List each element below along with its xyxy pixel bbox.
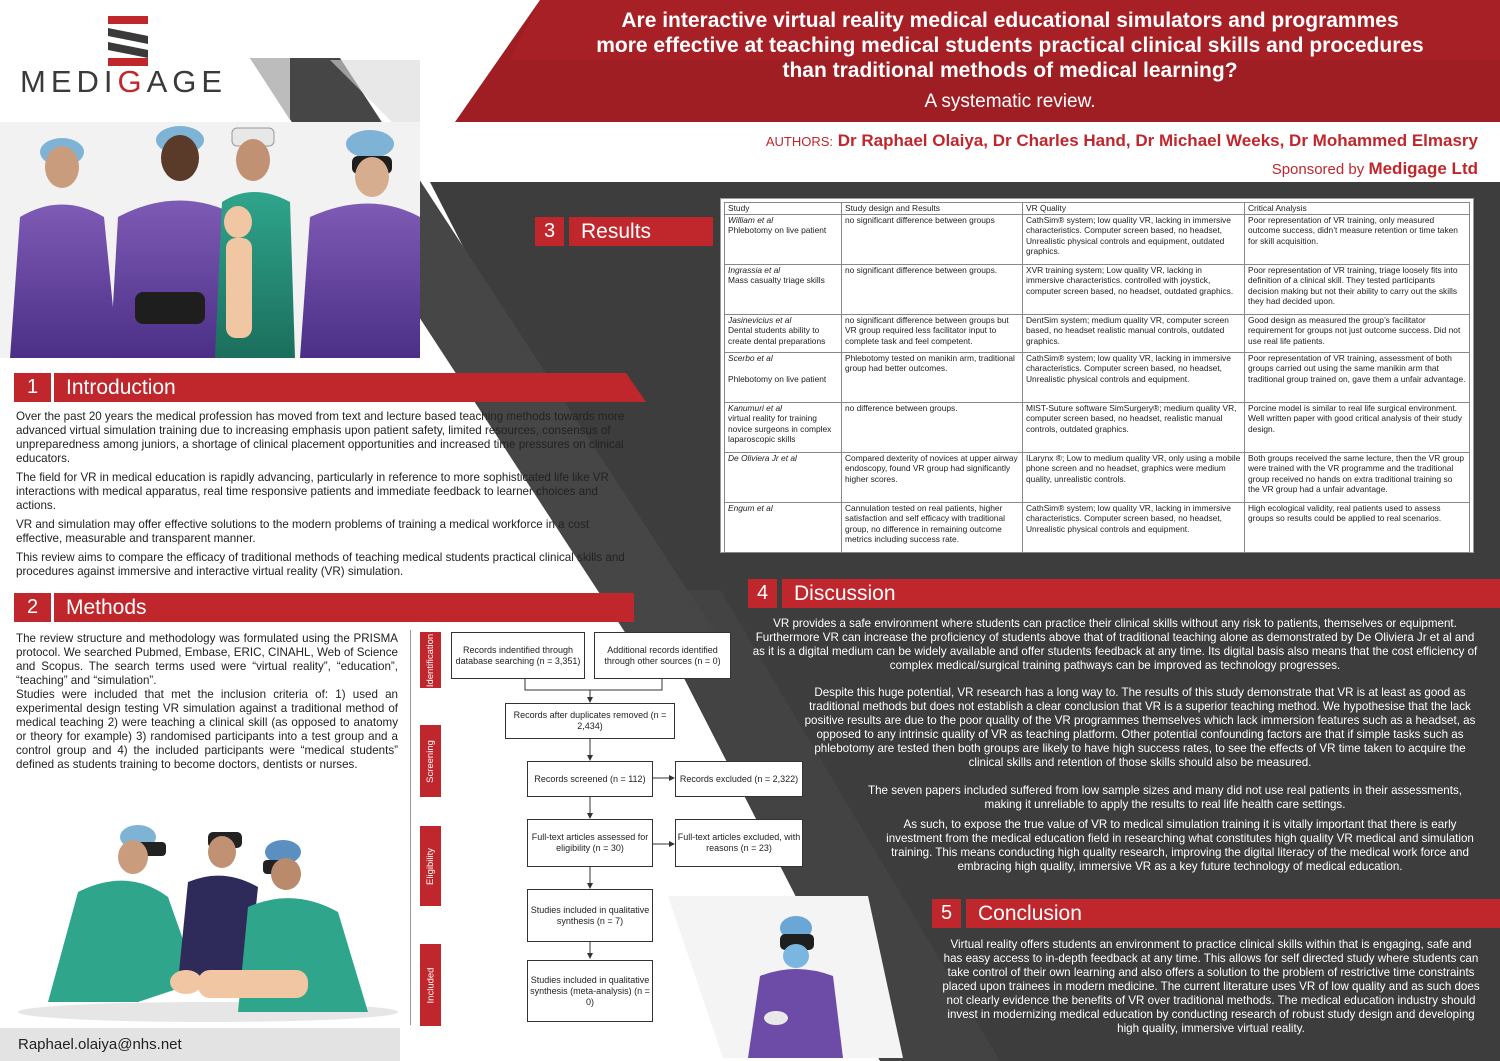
table-cell-design: no significant difference between groups. (842, 264, 1023, 314)
medigage-logo-text: MEDIGAGE (20, 64, 228, 99)
prisma-stage-eligibility: Eligibility (420, 826, 441, 906)
clinicians-with-vr-headsets-photo (0, 122, 420, 358)
table-row (725, 502, 1470, 552)
table-cell-vr: MIST-Suture software SimSurgery®; medium quality VR, computer screen based, no headset, realistic manual controls, outdated graphics. (1023, 402, 1245, 452)
table-cell-study: Scerbo et al Phlebotomy on live patient (725, 352, 842, 402)
table-cell-design: Phlebotomy tested on manikin arm, traditional group had better outcomes. (842, 352, 1023, 402)
table-header-critical-analysis: Critical Analysis (1245, 203, 1470, 215)
table-header-design: Study design and Results (842, 203, 1023, 215)
resuscitation-training-vr-photo (8, 812, 408, 1022)
methods-section-number: 2 (14, 593, 51, 622)
table-cell-analysis: Both groups received the same lecture, then the VR group were trained with the VR programme and the traditional group received no hands on extra traditional training so the VR group had a unfair advantage. (1245, 452, 1470, 502)
table-cell-study: Ingrassia et al Mass casualty triage skills (725, 264, 842, 314)
table-cell-vr: CathSim® system; low quality VR, lacking in immersive characteristics. Computer screen based, no headset, Unrealistic physical controls and equipment. (1023, 352, 1245, 402)
prisma-box-excluded: Records excluded (n = 2,322) (675, 761, 803, 797)
prisma-stage-included: Included (420, 944, 441, 1026)
table-cell-vr: XVR training system; Low quality VR, lacking in immersive characteristics. controlled with joystick, computer screen based, no headset, outdated graphics. (1023, 264, 1245, 314)
table-header-study: Study (725, 203, 842, 215)
table-cell-design: no significant difference between groups (842, 214, 1023, 264)
methods-text: The review structure and methodology was formulated using the PRISMA protocol. We searched Pubmed, Embase, ERIC, CINAHL, Web of Science and Scopus. The search terms used were “virtual reality”, “education”, “teaching” and “simulation”. Studies were included that met the inclusion criteria of: 1) used an experimental design testing VR simulation against a traditional method of medical teaching 2) were teaching a clinical skill (as opposed to anatomy or theory for example) 3) randomised participants into a test group and a control group and 4) the included participants were “medical students” defined as students training to become doctors, dentists or nurses. (16, 632, 398, 771)
table-row (725, 352, 1470, 402)
table-row (725, 214, 1470, 264)
table-cell-analysis: Poor representation of VR training, assessment of both groups carried out using the same manikin arm that traditional group trained on, gave them a unfair advantage. (1245, 352, 1470, 402)
introduction-text: Over the past 20 years the medical profession has moved from text and lecture based teaching methods towards more advanced virtual simulation training due to increasing emphasis upon patient safety, limited resources, consensus of unpreparedness among juniors, a shortage of clinical placement opportunities and increased time pressures on clinical educators. The field for VR in medical education is rapidly advancing, particularly in reference to more sophisticated life like VR interactions with medical apparatus, real time responsive patients and immediate feedback to learner choices and actions. VR and simulation may offer effective solutions to the modern problems of training a medical workforce in a cost effective, measurable and transparent manner. This review aims to compare the efficacy of traditional methods of teaching medical students practical clinical skills and procedures against immersive and interactive virtual reality (VR) simulation. (16, 410, 625, 578)
discussion-text-3: The seven papers included suffered from low sample sizes and many did not use real patients in their assessments, making it unreliable to apply the results to real life health care settings. (868, 784, 1462, 811)
table-cell-study: William et al Phlebotomy on live patient (725, 214, 842, 264)
authors-line: AUTHORS: Dr Raphael Olaiya, Dr Charles Hand, Dr Michael Weeks, Dr Mohammed Elmasry (765, 131, 1478, 150)
conclusion-section-number: 5 (932, 899, 961, 928)
prisma-box-fulltext-excluded: Full-text articles excluded, with reasons (n = 23) (675, 819, 803, 867)
prisma-box-meta-analysis: Studies included in qualitative synthesis (meta-analysis) (n = 0) (527, 960, 653, 1022)
table-cell-design: Cannulation tested on real patients, higher satisfaction and self efficacy with traditional group, no difference in remaining outcome metrics including success rate. (842, 502, 1023, 552)
discussion-text-4: As such, to expose the true value of VR to medical simulation training it is vitally important that there is early investment from the medical education field in researching what constitutes high quality VR medical and simulation training. This means conducting high quality research, improving the digital literacy of the medical work force and embracing high quality, immersive VR as a key future technology of medical education. (886, 818, 1474, 873)
table-cell-analysis: Good design as measured the group’s facilitator requirement for groups not just outcome success. Did not use real life patients. (1245, 314, 1470, 352)
contact-email[interactable]: Raphael.olaiya@nhs.net (0, 1028, 400, 1061)
conclusion-section-title: Conclusion (966, 899, 1500, 928)
poster-subtitle: A systematic review. (924, 91, 1096, 112)
prisma-box-fulltext: Full-text articles assessed for eligibility (n = 30) (527, 819, 653, 867)
table-row (725, 314, 1470, 352)
table-cell-vr: CathSim® system; low quality VR, lacking in immersive characteristics. Computer screen based, no headset, Unrealistic physical controls and equipment. (1023, 502, 1245, 552)
table-cell-vr: ILarynx ®; Low to medium quality VR, only using a mobile phone screen and no headset, graphics were medium quality, unrealistic controls. (1023, 452, 1245, 502)
table-cell-analysis: Poor representation of VR training, only measured outcome success, didn’t measure retention or time taken for skill acquisition. (1245, 214, 1470, 264)
table-cell-study: De Oliviera Jr et al (725, 452, 842, 502)
discussion-section-number: 4 (748, 579, 777, 608)
prisma-stage-screening: Screening (420, 725, 441, 797)
introduction-header-tail (466, 373, 646, 402)
prisma-box-screened: Records screened (n = 112) (527, 761, 653, 797)
table-cell-design: no significant difference between groups but VR group required less facilitator input to complete task and feel competent. (842, 314, 1023, 352)
methods-section-title: Methods (54, 593, 634, 622)
table-row (725, 402, 1470, 452)
introduction-section-number: 1 (14, 373, 51, 402)
medigage-logo-mark (108, 16, 148, 66)
results-table (720, 198, 1474, 553)
prisma-box-qualitative: Studies included in qualitative synthesis (n = 7) (527, 889, 653, 942)
table-header-vr-quality: VR Quality (1023, 203, 1245, 215)
prisma-stage-identification: Identification (420, 632, 441, 688)
prisma-box-duplicates: Records after duplicates removed (n = 2,434) (505, 703, 675, 739)
results-section-title: Results (569, 217, 713, 246)
table-cell-vr: DentSim system; medium quality VR, computer screen based, no headset realistic manual controls, outdated graphics. (1023, 314, 1245, 352)
clinician-vr-headset-photo (668, 896, 903, 1058)
table-cell-analysis: Poor representation of VR training, triage loosely fits into definition of a clinical skill. They tested participants decision making but not their ability to carry out the skills they had decided upon. (1245, 264, 1470, 314)
results-table-header (725, 203, 1470, 215)
table-cell-vr: CathSim® system; low quality VR, lacking in immersive characteristics. Computer screen based, no headset, Unrealistic physical controls and equipment, outdated graphics. (1023, 214, 1245, 264)
table-cell-design: Compared dexterity of novices at upper airway endoscopy, found VR group had significantly higher scores. (842, 452, 1023, 502)
table-cell-design: no difference between groups. (842, 402, 1023, 452)
table-cell-analysis: Porcine model is similar to real life surgical environment. Well written paper with good critical analysis of their study design. (1245, 402, 1470, 452)
table-row (725, 264, 1470, 314)
conclusion-text: Virtual reality offers students an environment to practice clinical skills within that is engaging, safe and has easy access to in-depth feedback at any time. This allows for self directed study where students can take control of their own learning and also offers a solution to the problem of restrictive time constraints placed upon trainees in modern medicine. The current literature uses VR of low quality and as such does not clearly evidence the benefits of VR over traditional methods. The medical education industry should invest in modernizing medical education by conducting research of robust study design and developing high quality, immersive virtual reality. (942, 938, 1480, 1035)
discussion-text-2: Despite this huge potential, VR research has a long way to. The results of this study demonstrate that VR is at least as good as traditional methods but does not establish a clear conclusion that VR is a superior teaching method. We hypothesise that the lack positive results are due to the poor quality of the VR programmes themselves which lack immersion features such as a headset, as opposed to any intrinsic quality of VR as teaching platform. Other potential confounding factors are that if simple tasks such as phlebotomy are tested then both groups are likely to have high success rates, to see the effects of VR time taken to acquire the clinical skills and retention of those skills should also be measured. (804, 686, 1476, 769)
prisma-box-other-sources: Additional records identified through other sources (n = 0) (594, 632, 731, 679)
table-row (725, 452, 1470, 502)
poster-title: Are interactive virtual reality medical educational simulators and programmes more effective at teaching medical students practical clinical skills and procedures than traditional methods of medical learning? (596, 9, 1424, 82)
results-section-number: 3 (535, 217, 564, 246)
introduction-section-title: Introduction (54, 373, 466, 402)
table-cell-study: Kanumuri et al virtual reality for training novice surgeons in complex laparoscopic skills (725, 402, 842, 452)
table-cell-study: Jasinevicius et al Dental students ability to create dental preparations (725, 314, 842, 352)
sponsor-line: Sponsored by Medigage Ltd (1271, 159, 1478, 178)
discussion-text: VR provides a safe environment where students can practice their clinical skills without any risk to patients, themselves or equipment. Furthermore VR can increase the proficiency of students above that of traditional teaching alone as demonstrated by De Oliviera Jr et al and as it is a digital medium can be widely available and offer students feedback at any time. Its digital basis also means that the cost efficiency of complex medical/surgical training pathways can be improved as technology progresses. (752, 617, 1478, 672)
prisma-divider (410, 630, 411, 1025)
prisma-box-database: Records indentified through database searching (n = 3,351) (451, 632, 585, 679)
table-cell-study: Engum et al (725, 502, 842, 552)
discussion-section-title: Discussion (782, 579, 1500, 608)
table-cell-analysis: High ecological validity, real patients used to assess groups so results could be applied to real scenarios. (1245, 502, 1470, 552)
